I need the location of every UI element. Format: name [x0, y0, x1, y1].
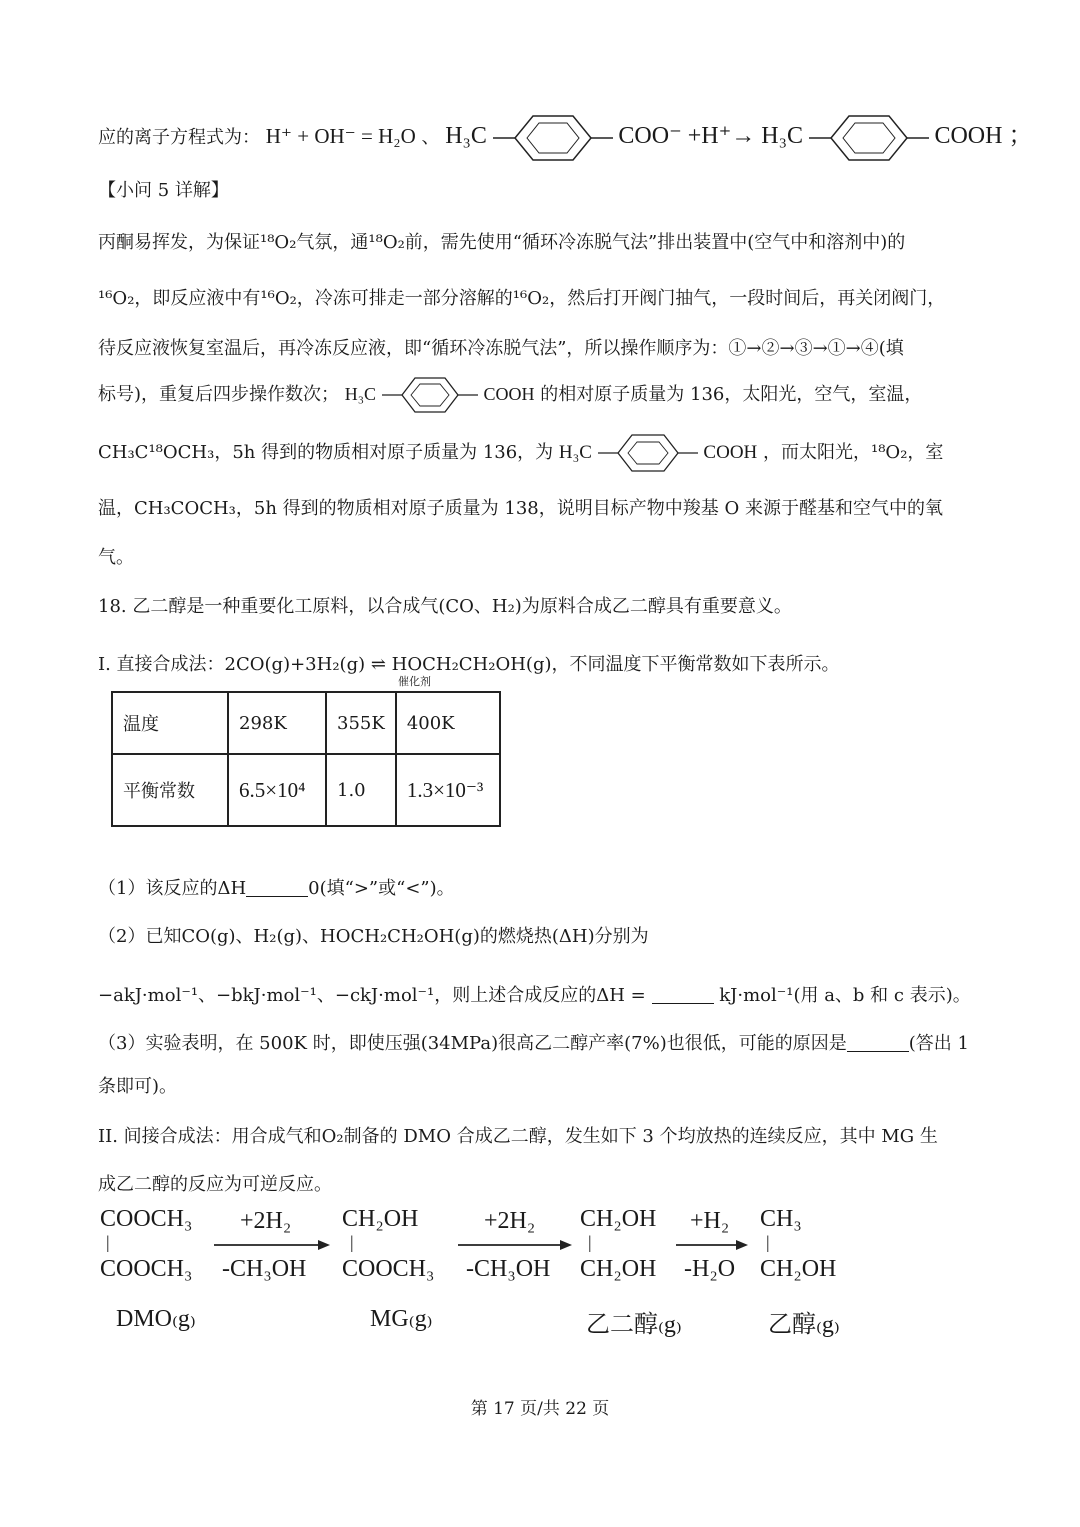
formula: COOH ；: [934, 123, 1033, 149]
sub-question-3-cont: 条即可)。: [98, 1076, 178, 1097]
table-cell: 1.0: [326, 754, 396, 826]
dmo-name: DMO₍g₎: [116, 1306, 196, 1332]
equation: H⁺ + OH⁻ = H₂O: [265, 124, 416, 148]
text: (答出 1: [908, 1033, 969, 1054]
answer-blank[interactable]: [246, 878, 308, 897]
table-cell: 平衡常数: [112, 754, 228, 826]
answer-blank[interactable]: [652, 985, 714, 1004]
formula: COOH: [703, 442, 758, 463]
bond: |: [106, 1232, 110, 1252]
sub-question-2-cont: [98, 981, 971, 1007]
arrow-icon: [214, 1238, 330, 1252]
text: 0(填“>”或“<”)。: [308, 878, 455, 899]
paragraph-line: [98, 375, 922, 415]
table-cell: 1.3×10⁻³: [396, 754, 500, 826]
et-top: CH₃: [760, 1206, 802, 1232]
table-row: [112, 692, 500, 754]
text: 标号)，重复后四步操作数次；: [98, 384, 340, 405]
table-cell: 298K: [228, 692, 326, 754]
text: kJ·mol⁻¹(用 a、b 和 c 表示)。: [719, 985, 971, 1006]
bond: |: [766, 1232, 770, 1252]
bond: |: [350, 1232, 354, 1252]
question-18: 18. 乙二醇是一种重要化工原料，以合成气(CO、H₂)为原料合成乙二醇具有重要意义。: [98, 596, 792, 617]
table-cell: 355K: [326, 692, 396, 754]
dmo-bot: COOCH₃: [100, 1256, 193, 1282]
arrow3-bot: -H₂O: [684, 1256, 736, 1282]
et-bot: CH₂OH: [760, 1256, 837, 1282]
catalyst-label: 催化剂: [398, 675, 431, 688]
paragraph-line: 待反应液恢复室温后，再冷冻反应液，即“循环冷冻脱气法”，所以操作顺序为：①→②→③→①→④(填: [98, 338, 904, 359]
benzene-ring-icon: [809, 112, 929, 164]
mg-name: MG₍g₎: [370, 1306, 433, 1332]
arrow-icon: [676, 1238, 748, 1252]
et-name: 乙醇₍g₎: [768, 1312, 840, 1338]
eg-bot: CH₂OH: [580, 1256, 657, 1282]
paragraph-line: [98, 432, 943, 474]
eg-name: 乙二醇₍g₎: [586, 1312, 682, 1338]
arrow1-bot: -CH₃OH: [222, 1256, 307, 1282]
table-cell: 6.5×10⁴: [228, 754, 326, 826]
paragraph-line: ¹⁶O₂，即反应液中有¹⁶O₂，冷冻可排走一部分溶解的¹⁶O₂，然后打开阀门抽气，一段时间后，再关闭阀门，: [98, 288, 946, 309]
sub-question-3: [98, 1029, 969, 1055]
text: CH₃C¹⁸OCH₃，5h 得到的物质相对原子质量为 136，为: [98, 442, 554, 463]
text: （1）该反应的ΔH: [98, 878, 247, 899]
formula: H₃C: [344, 384, 377, 404]
arrow3-top: +H₂: [690, 1208, 730, 1234]
direct-synthesis: I. 直接合成法：2CO(g)+3H₂(g) ⇌ HOCH₂CH₂OH(g)，不同温度下平衡常数如下表所示。: [98, 654, 840, 675]
paragraph-line: 丙酮易挥发，为保证¹⁸O₂气氛，通¹⁸O₂前，需先使用“循环冷冻脱气法”排出装置中(空气中和溶剂中)的: [98, 232, 906, 253]
benzene-ring-icon: [598, 432, 698, 474]
mg-top: CH₂OH: [342, 1206, 419, 1232]
formula: H₃C: [558, 442, 592, 463]
benzene-ring-icon: [382, 375, 478, 415]
eg-top: CH₂OH: [580, 1206, 657, 1232]
reaction-scheme: [98, 1206, 898, 1346]
arrow2-top: +2H₂: [484, 1208, 536, 1234]
benzene-ring-icon: [493, 112, 613, 164]
indirect-synthesis: II. 间接合成法：用合成气和O₂制备的 DMO 合成乙二醇，发生如下 3 个均放热的连续反应，其中 MG 生: [98, 1126, 938, 1147]
dmo-top: COOCH₃: [100, 1206, 193, 1232]
mg-bot: COOCH₃: [342, 1256, 435, 1282]
paragraph-line: 气。: [98, 547, 134, 568]
bond: |: [588, 1232, 592, 1252]
text: 应的离子方程式为：: [98, 127, 260, 148]
sub-question-1: [98, 874, 455, 900]
indirect-synthesis-cont: 成乙二醇的反应为可逆反应。: [98, 1174, 332, 1195]
subheading: 【小问 5 详解】: [98, 180, 229, 201]
text: ，而太阳光，¹⁸O₂，室: [763, 442, 944, 463]
formula: COO⁻ +H⁺→ H₃C: [618, 123, 803, 149]
text: （3）实验表明，在 500K 时，即使压强(34MPa)很高乙二醇产率(7%)也很低，可能的原因是: [98, 1033, 847, 1054]
formula: COOH: [483, 384, 535, 404]
sep: 、: [421, 127, 440, 148]
text: 的相对原子质量为 136，太阳光，空气，室温，: [540, 384, 923, 405]
arrow-icon: [458, 1238, 572, 1252]
arrow2-bot: -CH₃OH: [466, 1256, 551, 1282]
ionic-equation-line: [98, 112, 1032, 164]
table-row: [112, 754, 500, 826]
table-cell: 温度: [112, 692, 228, 754]
answer-blank[interactable]: [847, 1033, 909, 1052]
arrow1-top: +2H₂: [240, 1208, 292, 1234]
page-footer: 第 17 页/共 22 页: [470, 1399, 610, 1419]
table-cell: 400K: [396, 692, 500, 754]
sub-question-2: （2）已知CO(g)、H₂(g)、HOCH₂CH₂OH(g)的燃烧热(ΔH)分别为: [98, 926, 649, 947]
text: −akJ·mol⁻¹、−bkJ·mol⁻¹、−ckJ·mol⁻¹，则上述合成反应的ΔH =: [98, 985, 646, 1006]
formula: H₃C: [445, 123, 487, 149]
equilibrium-table: [111, 691, 501, 827]
paragraph-line: 温，CH₃COCH₃，5h 得到的物质相对原子质量为 138，说明目标产物中羧基 O 来源于醛基和空气中的氧: [98, 498, 943, 519]
